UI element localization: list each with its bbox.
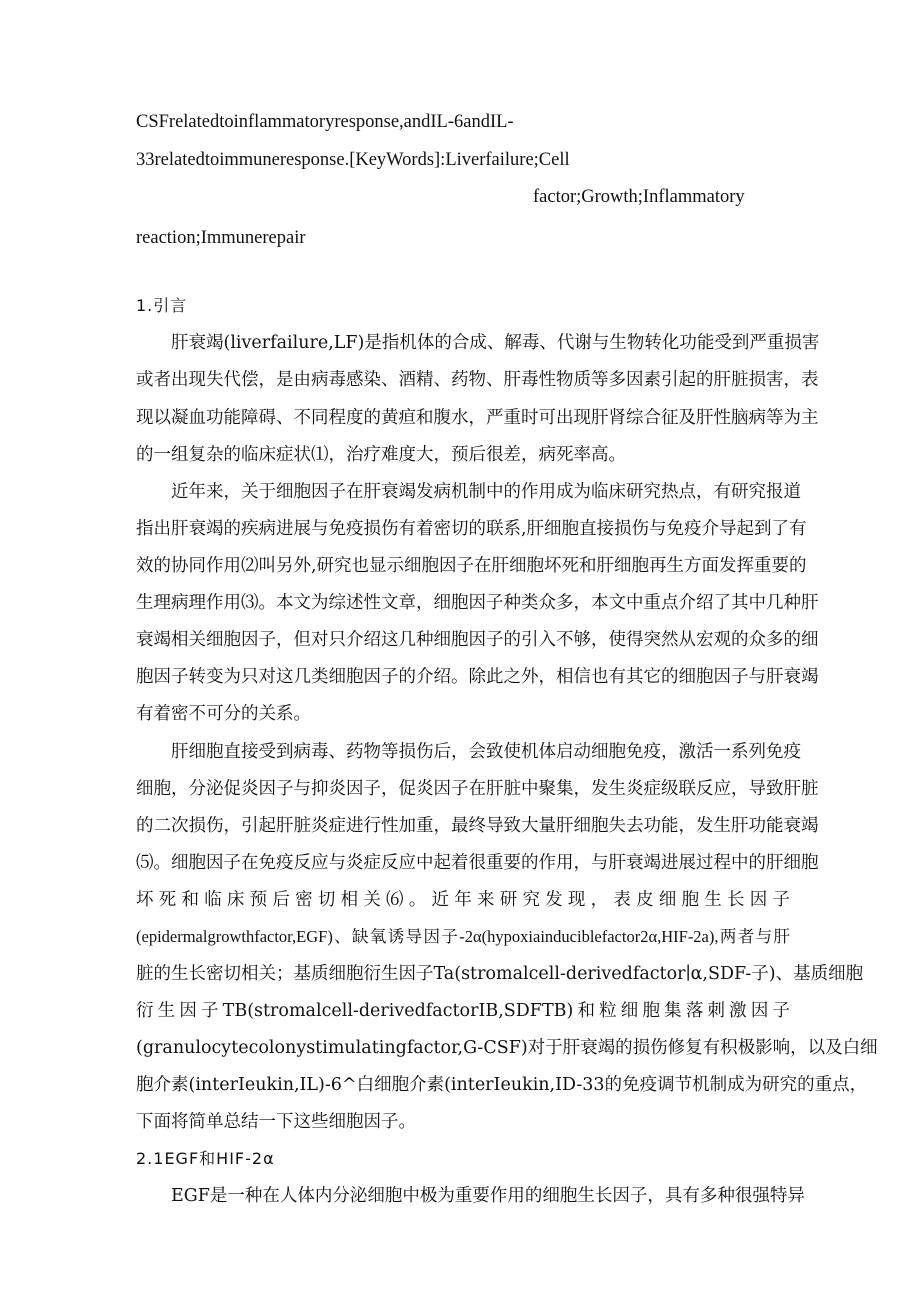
paragraph-line: 的一组复杂的临床症状⑴，治疗难度大，预后很差，病死率高。 xyxy=(136,445,626,465)
paragraph-line: 下面将简单总结一下这些细胞因子。 xyxy=(136,1112,416,1132)
paragraph-line: (epidermalgrowthfactor,EGF)、缺氧诱导因子-2α(hypoxiainduciblefactor2α,HIF-2a),两者与肝 xyxy=(136,927,790,946)
paragraph-line: 细胞，分泌促炎因子与抑炎因子，促炎因子在肝脏中聚集，发生炎症级联反应，导致肝脏 xyxy=(136,779,819,799)
paragraph-line: 的二次损伤，引起肝脏炎症进行性加重，最终导致大量肝细胞失去功能，发生肝功能衰竭 xyxy=(136,816,819,836)
abstract-line-2: 33relatedtoimmuneresponse.[KeyWords]:Liverfailure;Cell xyxy=(136,150,570,170)
section-heading-egf-hif: 2.1EGF和HIF-2α xyxy=(136,1149,275,1168)
paragraph-line: ⑸。细胞因子在免疫反应与炎症反应中起着很重要的作用，与肝衰竭进展过程中的肝细胞 xyxy=(136,853,819,873)
paragraph-line: 现以凝血功能障碍、不同程度的黄疸和腹水，严重时可出现肝肾综合征及肝性脑病等为主 xyxy=(136,408,819,428)
paragraph-line: 肝细胞直接受到病毒、药物等损伤后，会致使机体启动细胞免疫，激活一系列免疫 xyxy=(171,742,801,762)
abstract-line-1: CSFrelatedtoinflammatoryresponse,andIL-6andIL- xyxy=(136,112,514,132)
paragraph-line: 或者出现失代偿，是由病毒感染、酒精、药物、肝毒性物质等多因素引起的肝脏损害，表 xyxy=(136,370,819,390)
section-heading-introduction: 1.引言 xyxy=(136,296,188,315)
paragraph-line: 效的协同作用⑵叫另外,研究也显示细胞因子在肝细胞坏死和肝细胞再生方面发挥重要的 xyxy=(136,556,807,576)
paragraph-line: 脏的生长密切相关；基质细胞衍生因子Ta(stromalcell-derivedfactor∣α,SDF-子)、基质细胞 xyxy=(136,964,864,984)
paragraph-line: EGF是一种在人体内分泌细胞中极为重要作用的细胞生长因子，具有多种很强特异 xyxy=(171,1186,805,1206)
paragraph-line: 指出肝衰竭的疾病进展与免疫损伤有着密切的联系,肝细胞直接损伤与免疫介导起到了有 xyxy=(136,519,807,539)
paragraph-line: 衰竭相关细胞因子，但对只介绍这几种细胞因子的引入不够，使得突然从宏观的众多的细 xyxy=(136,630,819,650)
paragraph-line: (granulocytecolonystimulatingfactor,G-CSF)对于肝衰竭的损伤修复有积极影响，以及白细 xyxy=(136,1038,878,1058)
paragraph-line: 胞因子转变为只对这几类细胞因子的介绍。除此之外，相信也有其它的细胞因子与肝衰竭 xyxy=(136,667,819,687)
paragraph-line: 坏死和临床预后密切相关⑹。近年来研究发现，表皮细胞生长因子 xyxy=(136,890,790,910)
paragraph-line: 肝衰竭(liverfailure,LF)是指机体的合成、解毒、代谢与生物转化功能受到严重损害 xyxy=(171,333,820,353)
abstract-line-3: factor;Growth;Inflammatory xyxy=(533,187,745,207)
paragraph-line: 近年来，关于细胞因子在肝衰竭发病机制中的作用成为临床研究热点，有研究报道 xyxy=(171,482,801,502)
paragraph-line: 衍生因子TB(stromalcell-derivedfactorIB,SDFTB)和粒细胞集落刺激因子 xyxy=(136,1001,790,1021)
paragraph-line: 胞介素(interIeukin,IL)-6^白细胞介素(interIeukin,ID-33的免疫调节机制成为研究的重点， xyxy=(136,1075,868,1095)
abstract-line-4: reaction;Immunerepair xyxy=(136,228,306,248)
paragraph-line: 有着密不可分的关系。 xyxy=(136,704,311,724)
paragraph-line: 生理病理作用⑶。本文为综述性文章，细胞因子种类众多，本文中重点介绍了其中几种肝 xyxy=(136,593,819,613)
